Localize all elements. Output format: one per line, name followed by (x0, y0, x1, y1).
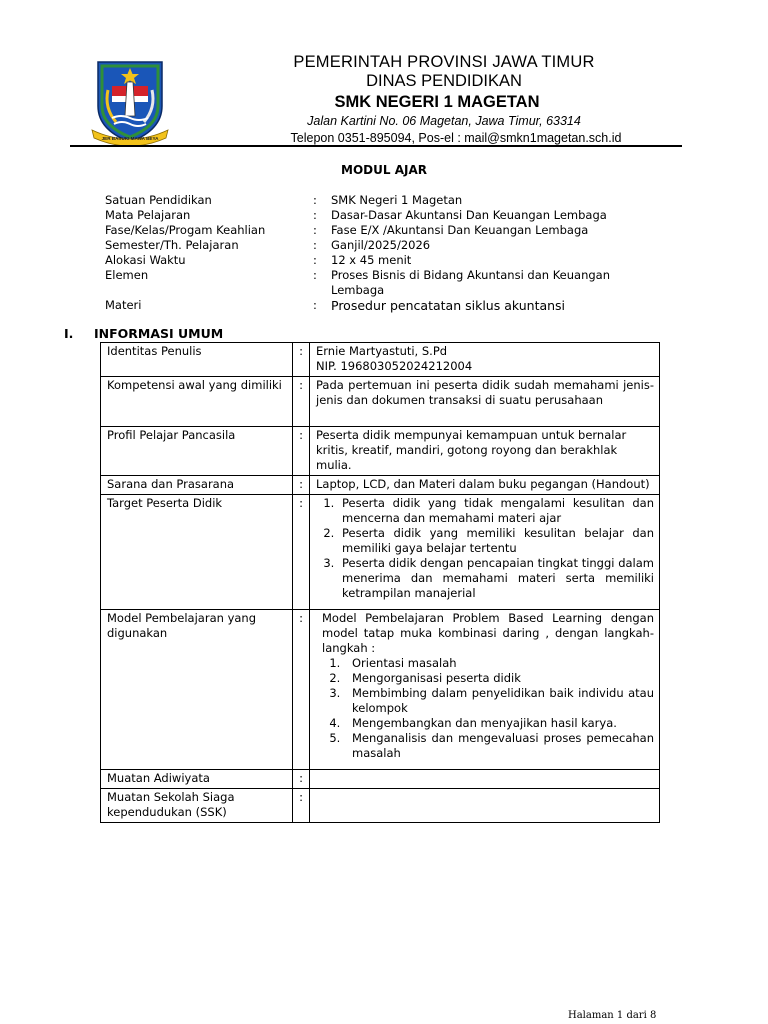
row-colon: : (293, 495, 310, 610)
row-colon: : (293, 476, 310, 495)
row-value: Peserta didik mempunyai kemampuan untuk bernalar kritis, kreatif, mandiri, gotong royong dan berakhlak mulia. (310, 427, 660, 476)
emblem-motto: JER BASUKI MAWA BEYA (101, 136, 159, 141)
identity-row (105, 238, 656, 253)
table-row (101, 495, 660, 610)
identity-label: Materi (105, 298, 142, 312)
identity-value: SMK Negeri 1 Magetan (331, 193, 463, 207)
identity-row (105, 223, 656, 238)
identity-block (105, 193, 656, 313)
row-label: Target Peserta Didik (101, 495, 293, 610)
row-label: Sarana dan Prasarana (101, 476, 293, 495)
identity-colon: : (313, 253, 317, 267)
row-colon: : (293, 610, 310, 770)
row-value: Laptop, LCD, dan Materi dalam buku pegangan (Handout) (310, 476, 660, 495)
letterhead-contact: Telepon 0351-895094, Pos-el : mail@smkn1magetan.sch.id (290, 131, 622, 145)
page-number: Halaman 1 dari 8 (568, 1010, 657, 1021)
identity-colon: : (313, 223, 317, 237)
identity-label: Semester/Th. Pelajaran (105, 238, 239, 252)
row-label: Profil Pelajar Pancasila (101, 427, 293, 476)
letterhead-government: PEMERINTAH PROVINSI JAWA TIMUR (293, 53, 595, 71)
row-colon: : (293, 427, 310, 476)
jawa-timur-emblem-icon (90, 56, 170, 146)
identity-row (105, 298, 656, 313)
identity-row (105, 268, 656, 298)
row-colon: : (293, 770, 310, 789)
target-list (316, 496, 654, 601)
table-row (101, 610, 660, 770)
list-item: 1. Orientasi masalah (344, 656, 654, 671)
letterhead-agency: DINAS PENDIDIKAN (366, 72, 522, 90)
row-label: Muatan Adiwiyata (101, 770, 293, 789)
model-intro: Model Pembelajaran Problem Based Learning dengan model tatap muka kombinasi daring , dengan langkah-langkah : (322, 611, 654, 655)
letterhead-address: Jalan Kartini No. 06 Magetan, Jawa Timur, 63314 (307, 114, 581, 128)
identity-value: 12 x 45 menit (331, 253, 412, 267)
document-title: MODUL AJAR (341, 163, 427, 177)
identity-value: Dasar-Dasar Akuntansi Dan Keuangan Lembaga (331, 208, 607, 222)
table-row (101, 343, 660, 377)
row-value (310, 770, 660, 789)
row-label: Muatan Sekolah Siaga kependudukan (SSK) (101, 789, 293, 823)
section-number: I. (64, 326, 74, 341)
identity-row (105, 253, 656, 268)
list-item: 2. Mengorganisasi peserta didik (344, 671, 654, 686)
model-steps-list (316, 656, 654, 761)
letterhead-school: SMK NEGERI 1 MAGETAN (334, 93, 540, 111)
letterhead-text (198, 52, 690, 146)
identity-colon: : (313, 193, 317, 207)
row-colon: : (293, 343, 310, 377)
row-colon: : (293, 789, 310, 823)
identity-label: Elemen (105, 268, 149, 282)
letterhead (78, 48, 690, 148)
row-value: Pada pertemuan ini peserta didik sudah memahami jenis- jenis dan dokumen transaksi di suatu perusahaan (310, 377, 660, 427)
identity-colon: : (313, 298, 317, 312)
list-item: 1. Peserta didik yang tidak mengalami kesulitan dan mencerna dan memahami materi ajar (338, 496, 654, 526)
list-item: 3. Membimbing dalam penyelidikan baik individu atau kelompok (344, 686, 654, 716)
identity-value: Fase E/X /Akuntansi Dan Keuangan Lembaga (331, 223, 589, 237)
identity-value: Prosedur pencatatan siklus akuntansi (331, 298, 566, 313)
table-row (101, 377, 660, 427)
row-label: Kompetensi awal yang dimiliki (101, 377, 293, 427)
row-value (310, 789, 660, 823)
list-item: 3. Peserta didik dengan pencapaian tingkat tinggi dalam menerima dan memahami materi serta memiliki ketrampilan manajerial (338, 556, 654, 601)
identity-label: Mata Pelajaran (105, 208, 191, 222)
identity-value: Ganjil/2025/2026 (331, 238, 431, 252)
table-row (101, 770, 660, 789)
author-nip: NIP. 196803052024212004 (316, 359, 473, 373)
row-value (310, 610, 660, 770)
identity-colon: : (313, 238, 317, 252)
identity-label: Fase/Kelas/Progam Keahlian (105, 223, 266, 237)
list-item: 2. Peserta didik yang memiliki kesulitan belajar dan memiliki gaya belajar tertentu (338, 526, 654, 556)
identity-colon: : (313, 208, 317, 222)
letterhead-divider (70, 145, 682, 147)
author-name: Ernie Martyastuti, S.Pd (316, 344, 448, 358)
row-value (310, 495, 660, 610)
list-item: 5. Menganalisis dan mengevaluasi proses pemecahan masalah (344, 731, 654, 761)
identity-row (105, 208, 656, 223)
row-label: Model Pembelajaran yang digunakan (101, 610, 293, 770)
row-colon: : (293, 377, 310, 427)
row-value (310, 343, 660, 377)
section-heading (64, 326, 223, 341)
list-item: 4. Mengembangkan dan menyajikan hasil karya. (344, 716, 654, 731)
informasi-umum-table (100, 342, 660, 823)
section-title: INFORMASI UMUM (94, 326, 224, 341)
identity-label: Alokasi Waktu (105, 253, 186, 267)
table-row (101, 789, 660, 823)
table-row (101, 427, 660, 476)
identity-colon: : (313, 268, 317, 282)
identity-row (105, 193, 656, 208)
identity-value: Proses Bisnis di Bidang Akuntansi dan Keuangan Lembaga (331, 268, 611, 297)
table-row (101, 476, 660, 495)
row-label: Identitas Penulis (101, 343, 293, 377)
identity-label: Satuan Pendidikan (105, 193, 212, 207)
